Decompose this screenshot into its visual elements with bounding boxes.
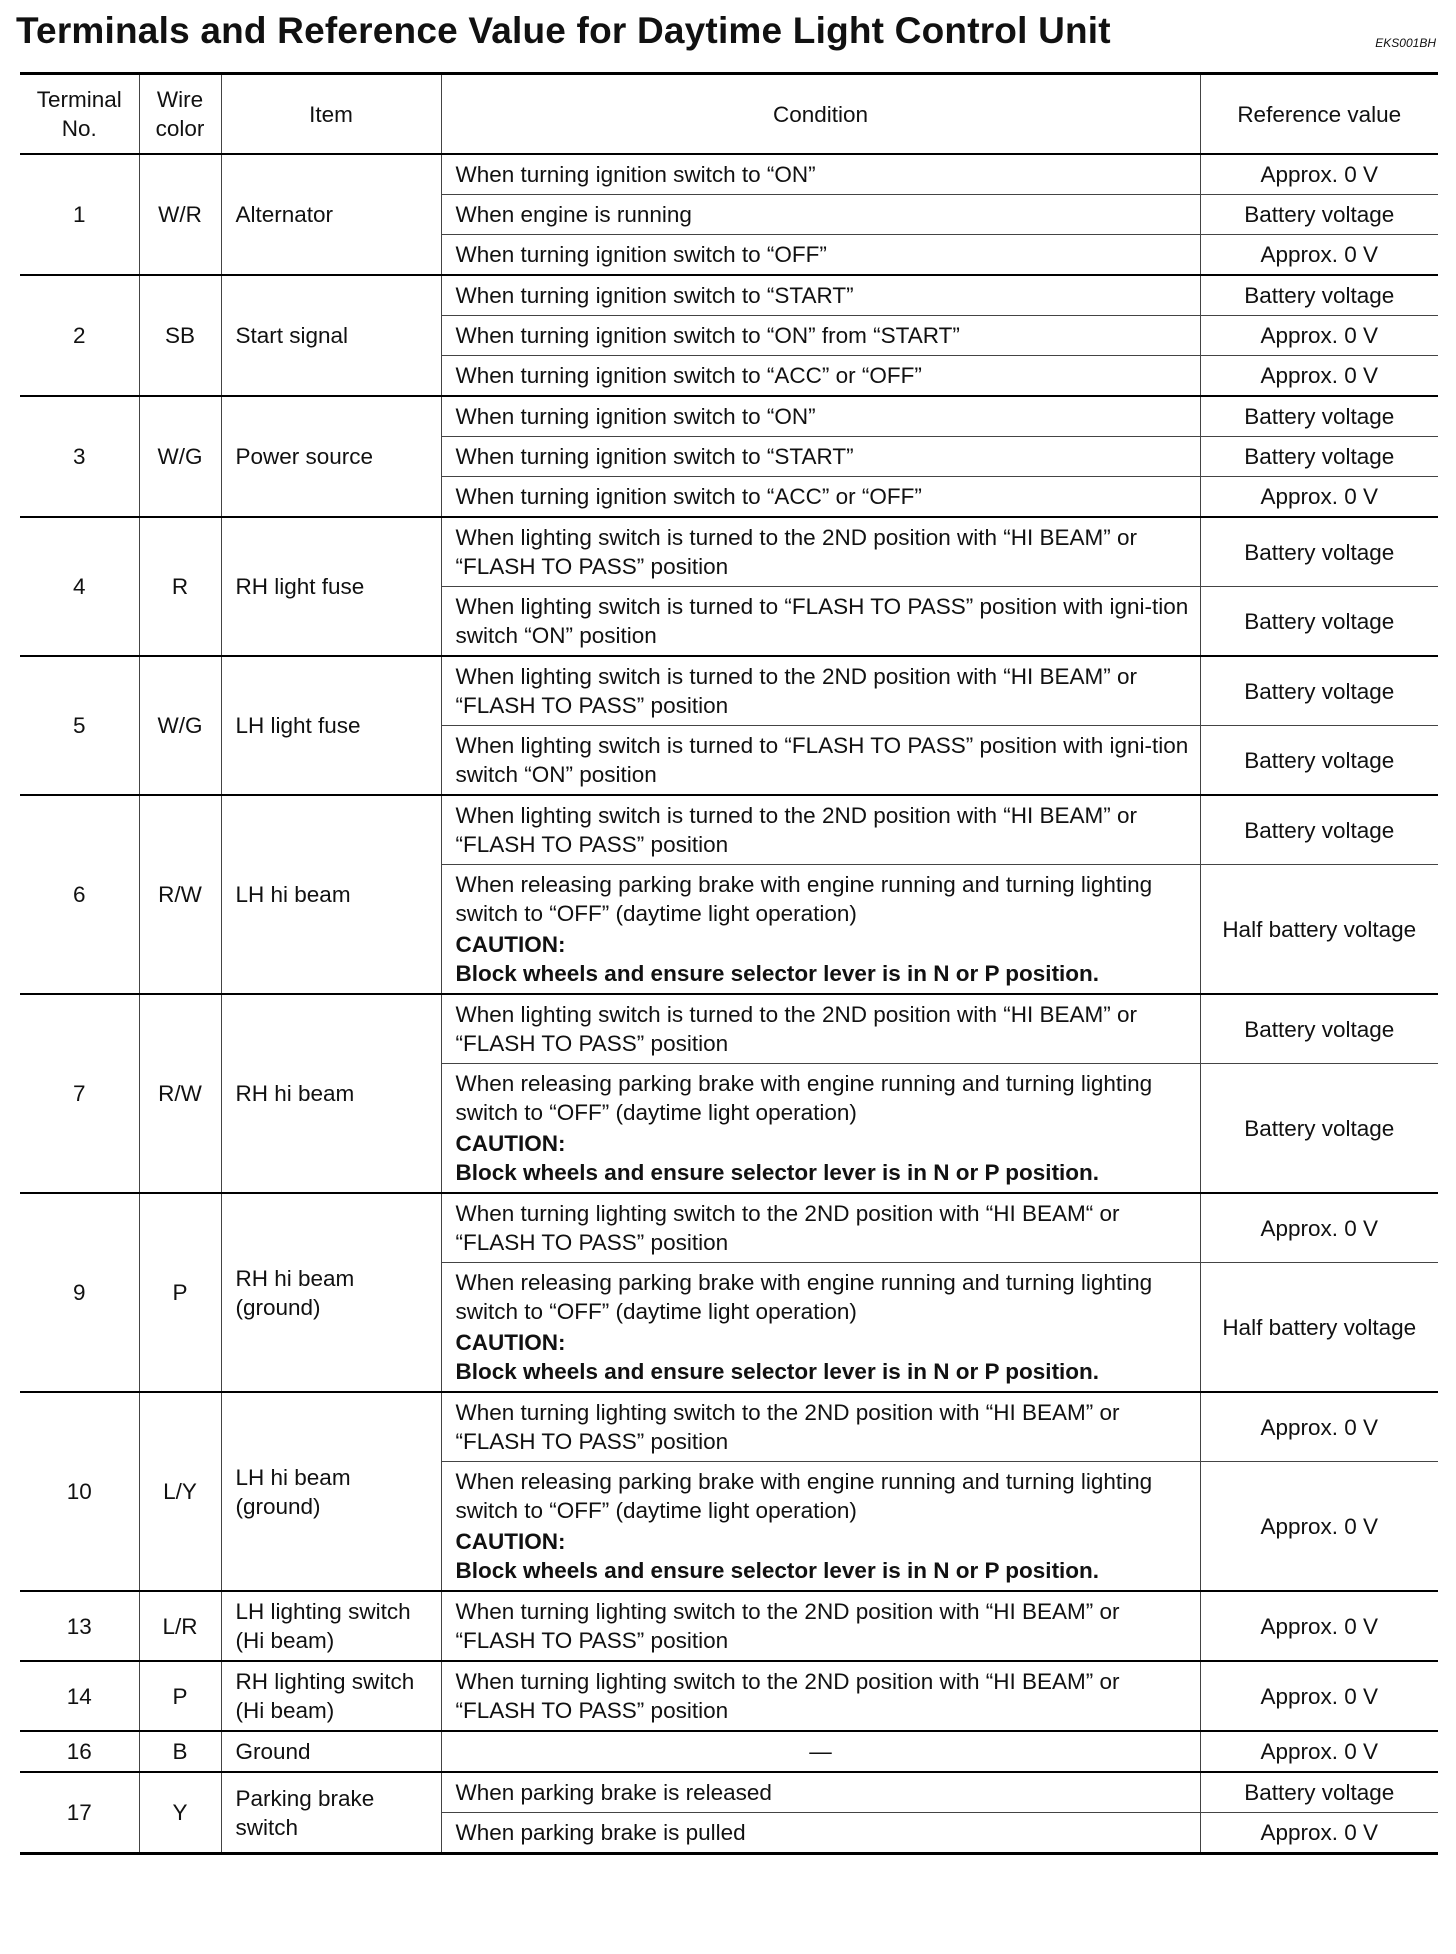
table-row	[20, 154, 1438, 195]
wire-header-line1: Wire	[156, 87, 204, 112]
table-row	[20, 1591, 1438, 1661]
table-row	[20, 656, 1438, 726]
caution-label: CAUTION:	[455, 1131, 566, 1156]
item-cell: LH light fuse	[221, 656, 441, 795]
condition-text: When turning lighting switch to the 2ND position with “HI BEAM” or “FLASH TO PASS” position	[455, 1599, 1120, 1653]
wire-color-cell: B	[139, 1731, 221, 1772]
reference-value-cell: Approx. 0 V	[1200, 1591, 1438, 1661]
condition-text: When lighting switch is turned to “FLASH TO PASS” position with igni-tion switch “ON” position	[455, 733, 1189, 787]
document-code: EKS001BH	[1375, 36, 1436, 50]
condition-text: When turning ignition switch to “OFF”	[455, 242, 827, 267]
reference-value-cell: Battery voltage	[1200, 587, 1438, 657]
item-cell: RH hi beam	[221, 994, 441, 1193]
terminal-header-line2: No.	[61, 116, 97, 141]
condition-text: When releasing parking brake with engine running and turning lighting switch to “OFF” (daytime light operation)	[455, 1071, 1153, 1125]
reference-value-header: Reference value	[1200, 74, 1438, 155]
condition-text: When lighting switch is turned to “FLASH TO PASS” position with igni-tion switch “ON” position	[455, 594, 1189, 648]
wire-header-line2: color	[155, 116, 205, 141]
condition-text: When lighting switch is turned to the 2ND position with “HI BEAM” or “FLASH TO PASS” position	[455, 803, 1138, 857]
reference-value-cell: Approx. 0 V	[1200, 1731, 1438, 1772]
item-cell: LH lighting switch (Hi beam)	[221, 1591, 441, 1661]
condition-text: When turning ignition switch to “ACC” or “OFF”	[455, 363, 922, 388]
condition-text: When parking brake is released	[455, 1780, 772, 1805]
terminal-no-cell: 4	[20, 517, 139, 656]
reference-value-cell: Approx. 0 V	[1200, 356, 1438, 397]
item-cell: RH lighting switch (Hi beam)	[221, 1661, 441, 1731]
condition-cell	[441, 726, 1200, 796]
condition-cell	[441, 994, 1200, 1064]
condition-text: When parking brake is pulled	[455, 1820, 746, 1845]
condition-text: When turning ignition switch to “ON”	[455, 162, 816, 187]
reference-value-cell: Battery voltage	[1200, 1064, 1438, 1194]
reference-value-cell: Approx. 0 V	[1200, 316, 1438, 356]
caution-label: CAUTION:	[455, 932, 566, 957]
condition-text: When lighting switch is turned to the 2ND position with “HI BEAM” or “FLASH TO PASS” position	[455, 1002, 1138, 1056]
terminal-no-cell: 1	[20, 154, 139, 275]
reference-value-cell: Battery voltage	[1200, 795, 1438, 865]
reference-value-cell: Approx. 0 V	[1200, 1661, 1438, 1731]
reference-value-cell: Half battery voltage	[1200, 865, 1438, 995]
condition-text: When turning lighting switch to the 2ND position with “HI BEAM“ or “FLASH TO PASS” position	[455, 1201, 1120, 1255]
condition-cell	[441, 1591, 1200, 1661]
condition-cell	[441, 1193, 1200, 1263]
caution-text: Block wheels and ensure selector lever is in N or P position.	[455, 1160, 1100, 1185]
wire-color-cell: W/G	[139, 656, 221, 795]
wire-color-cell: P	[139, 1193, 221, 1392]
terminal-no-cell: 3	[20, 396, 139, 517]
reference-value-cell: Approx. 0 V	[1200, 235, 1438, 276]
reference-value-cell: Battery voltage	[1200, 656, 1438, 726]
condition-text: When lighting switch is turned to the 2ND position with “HI BEAM” or “FLASH TO PASS” position	[455, 664, 1138, 718]
table-row	[20, 517, 1438, 587]
terminal-no-cell: 6	[20, 795, 139, 994]
condition-cell	[441, 865, 1200, 995]
condition-text: When turning ignition switch to “ON” from “START”	[455, 323, 960, 348]
condition-text: When releasing parking brake with engine running and turning lighting switch to “OFF” (daytime light operation)	[455, 1270, 1153, 1324]
caution-text: Block wheels and ensure selector lever is in N or P position.	[455, 1359, 1100, 1384]
item-cell: Start signal	[221, 275, 441, 396]
terminal-no-cell: 2	[20, 275, 139, 396]
condition-text: When turning lighting switch to the 2ND position with “HI BEAM” or “FLASH TO PASS” position	[455, 1400, 1120, 1454]
terminals-table	[20, 72, 1438, 1855]
condition-cell	[441, 587, 1200, 657]
reference-value-cell: Battery voltage	[1200, 396, 1438, 437]
wire-color-cell: Y	[139, 1772, 221, 1854]
condition-text: When turning ignition switch to “START”	[455, 283, 854, 308]
condition-text: When lighting switch is turned to the 2ND position with “HI BEAM” or “FLASH TO PASS” position	[455, 525, 1138, 579]
condition-text: —	[809, 1739, 832, 1764]
wire-color-cell: R	[139, 517, 221, 656]
condition-cell	[441, 1392, 1200, 1462]
wire-color-cell: L/R	[139, 1591, 221, 1661]
reference-value-cell: Approx. 0 V	[1200, 1193, 1438, 1263]
caution-label: CAUTION:	[455, 1529, 566, 1554]
condition-text: When releasing parking brake with engine running and turning lighting switch to “OFF” (daytime light operation)	[455, 872, 1153, 926]
condition-cell	[441, 1731, 1200, 1772]
reference-value-cell: Approx. 0 V	[1200, 1462, 1438, 1592]
condition-cell	[441, 1064, 1200, 1194]
terminal-no-cell: 14	[20, 1661, 139, 1731]
condition-cell	[441, 275, 1200, 316]
condition-text: When turning ignition switch to “ACC” or “OFF”	[455, 484, 922, 509]
table-row	[20, 396, 1438, 437]
table-body	[20, 154, 1438, 1854]
terminal-no-cell: 9	[20, 1193, 139, 1392]
condition-text: When turning ignition switch to “ON”	[455, 404, 816, 429]
condition-text: When turning ignition switch to “START”	[455, 444, 854, 469]
condition-cell	[441, 396, 1200, 437]
condition-cell	[441, 1813, 1200, 1854]
condition-text: When engine is running	[455, 202, 692, 227]
reference-value-cell: Approx. 0 V	[1200, 1813, 1438, 1854]
condition-cell	[441, 517, 1200, 587]
item-cell: LH hi beam	[221, 795, 441, 994]
condition-header: Condition	[441, 74, 1200, 155]
reference-value-cell: Battery voltage	[1200, 726, 1438, 796]
terminal-no-cell: 16	[20, 1731, 139, 1772]
table-row	[20, 1731, 1438, 1772]
item-cell: Ground	[221, 1731, 441, 1772]
condition-cell	[441, 1462, 1200, 1592]
reference-value-cell: Battery voltage	[1200, 195, 1438, 235]
condition-cell	[441, 1772, 1200, 1813]
condition-cell	[441, 795, 1200, 865]
wire-color-cell: R/W	[139, 994, 221, 1193]
item-cell: Parking brake switch	[221, 1772, 441, 1854]
terminal-header-line1: Terminal	[36, 87, 122, 112]
terminal-no-cell: 17	[20, 1772, 139, 1854]
wire-color-header	[139, 74, 221, 155]
item-header: Item	[221, 74, 441, 155]
condition-cell	[441, 195, 1200, 235]
condition-cell	[441, 154, 1200, 195]
condition-text: When turning lighting switch to the 2ND position with “HI BEAM” or “FLASH TO PASS” position	[455, 1669, 1120, 1723]
reference-value-cell: Battery voltage	[1200, 517, 1438, 587]
terminal-no-cell: 10	[20, 1392, 139, 1591]
terminal-no-cell: 13	[20, 1591, 139, 1661]
condition-cell	[441, 477, 1200, 518]
wire-color-cell: W/G	[139, 396, 221, 517]
item-cell: Power source	[221, 396, 441, 517]
wire-color-cell: R/W	[139, 795, 221, 994]
item-cell: LH hi beam (ground)	[221, 1392, 441, 1591]
table-row	[20, 275, 1438, 316]
condition-cell	[441, 316, 1200, 356]
wire-color-cell: P	[139, 1661, 221, 1731]
condition-cell	[441, 656, 1200, 726]
wire-color-cell: SB	[139, 275, 221, 396]
table-row	[20, 994, 1438, 1064]
table-row	[20, 1193, 1438, 1263]
header-row	[20, 74, 1438, 155]
item-cell: RH light fuse	[221, 517, 441, 656]
wire-color-cell: W/R	[139, 154, 221, 275]
condition-cell	[441, 235, 1200, 276]
terminal-no-cell: 7	[20, 994, 139, 1193]
condition-cell	[441, 1263, 1200, 1393]
table-row	[20, 1661, 1438, 1731]
table-row	[20, 1772, 1438, 1813]
condition-cell	[441, 437, 1200, 477]
reference-value-cell: Approx. 0 V	[1200, 154, 1438, 195]
table-row	[20, 1392, 1438, 1462]
reference-value-cell: Approx. 0 V	[1200, 1392, 1438, 1462]
item-cell: Alternator	[221, 154, 441, 275]
table-row	[20, 795, 1438, 865]
reference-value-cell: Battery voltage	[1200, 1772, 1438, 1813]
wire-color-cell: L/Y	[139, 1392, 221, 1591]
caution-text: Block wheels and ensure selector lever is in N or P position.	[455, 961, 1100, 986]
terminal-no-cell: 5	[20, 656, 139, 795]
caution-label: CAUTION:	[455, 1330, 566, 1355]
terminal-no-header	[20, 74, 139, 155]
item-cell: RH hi beam (ground)	[221, 1193, 441, 1392]
caution-text: Block wheels and ensure selector lever is in N or P position.	[455, 1558, 1100, 1583]
condition-cell	[441, 356, 1200, 397]
condition-cell	[441, 1661, 1200, 1731]
condition-text: When releasing parking brake with engine running and turning lighting switch to “OFF” (daytime light operation)	[455, 1469, 1153, 1523]
reference-value-cell: Approx. 0 V	[1200, 477, 1438, 518]
page-title: Terminals and Reference Value for Daytime Light Control Unit	[16, 10, 1111, 51]
reference-value-cell: Battery voltage	[1200, 275, 1438, 316]
reference-value-cell: Battery voltage	[1200, 994, 1438, 1064]
reference-value-cell: Battery voltage	[1200, 437, 1438, 477]
reference-value-cell: Half battery voltage	[1200, 1263, 1438, 1393]
